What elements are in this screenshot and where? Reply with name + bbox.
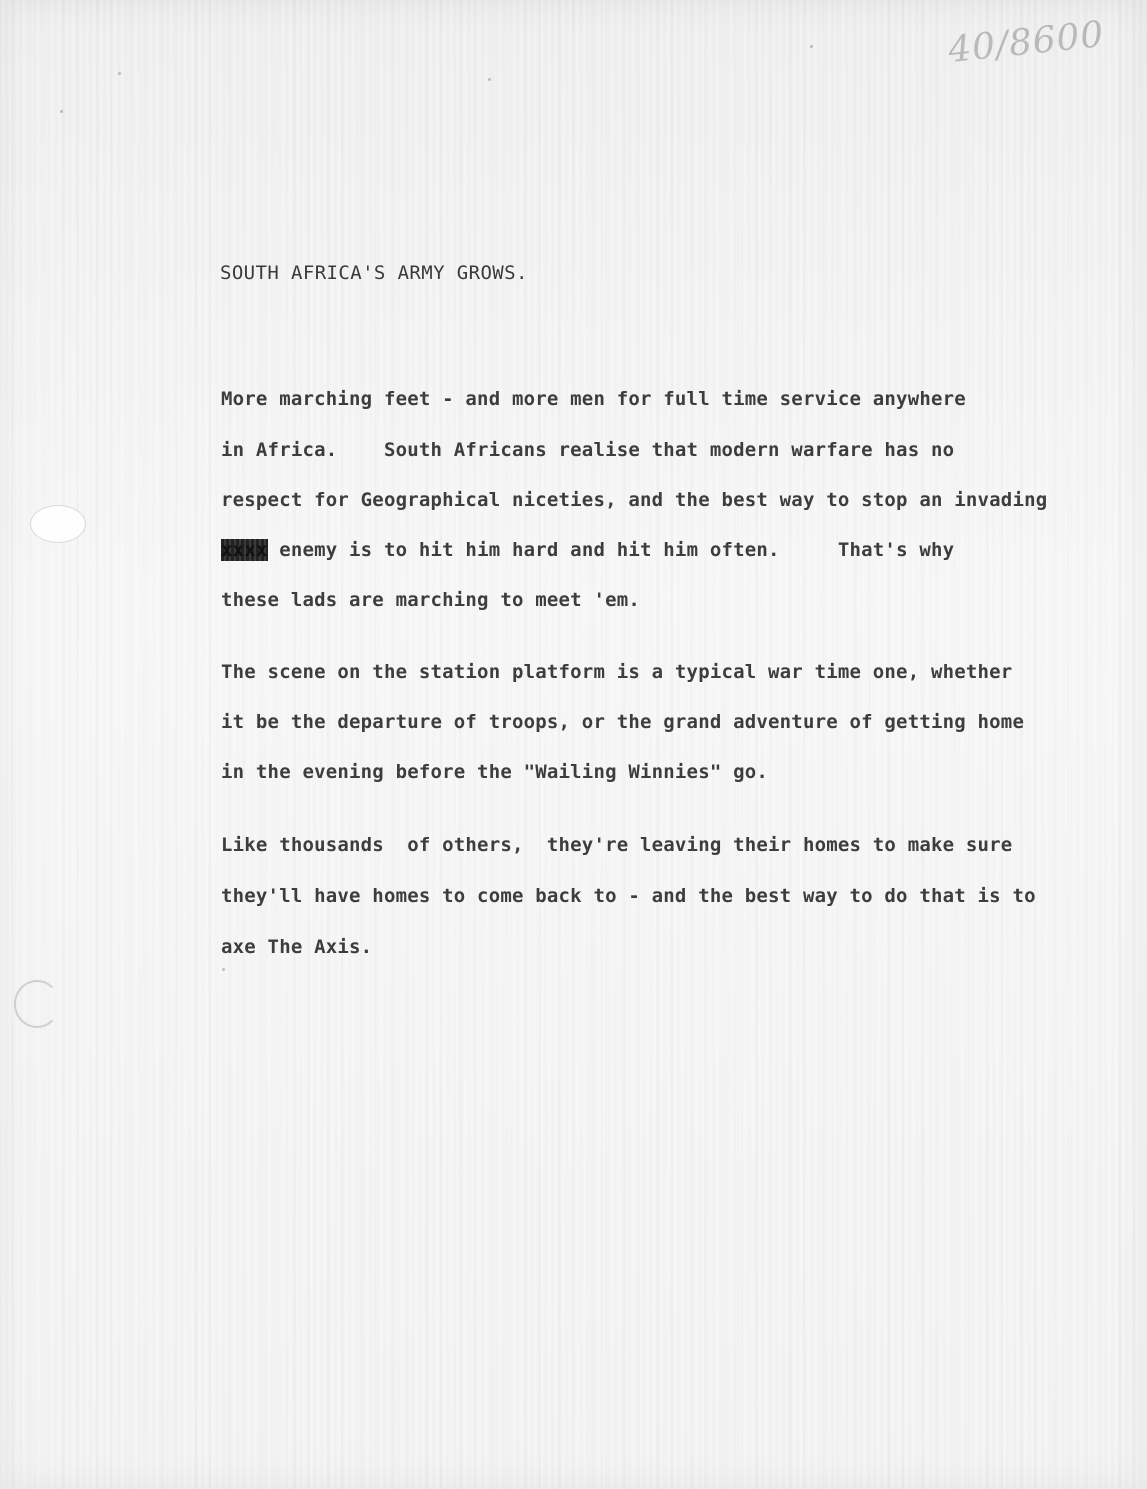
paper-speck bbox=[118, 72, 121, 75]
paragraph-2-line-3: in the evening before the "Wailing Winnies" go. bbox=[221, 761, 769, 783]
paragraph-1-line-4 bbox=[221, 539, 954, 561]
paragraph-2-line-2: it be the departure of troops, or the grand adventure of getting home bbox=[221, 711, 1025, 733]
paragraph-1-line-2: in Africa. South Africans realise that modern warfare has no bbox=[221, 439, 955, 461]
paragraph-3-line-1: Like thousands of others, they're leaving their homes to make sure bbox=[221, 834, 1013, 856]
paragraph-1-line-4-text: enemy is to hit him hard and hit him often. That's why bbox=[279, 539, 955, 561]
paragraph-3-line-2: they'll have homes to come back to - and the best way to do that is to bbox=[221, 885, 1036, 907]
paper-speck bbox=[488, 78, 491, 81]
paragraph-1-line-5: these lads are marching to meet 'em. bbox=[221, 589, 641, 611]
paper-speck bbox=[60, 110, 63, 113]
strikeout-typing: xxxx bbox=[221, 539, 268, 561]
paragraph-2-line-1: The scene on the station platform is a typical war time one, whether bbox=[221, 661, 1013, 683]
paragraph-3-line-3: axe The Axis. bbox=[221, 936, 373, 958]
paper-speck bbox=[222, 968, 225, 971]
paragraph-1-line-1: More marching feet - and more men for full time service anywhere bbox=[221, 388, 966, 410]
archive-number-stamp: 40/8600 bbox=[946, 13, 1107, 72]
paper-speck bbox=[810, 45, 813, 48]
punch-hole-bottom bbox=[14, 980, 60, 1028]
punch-hole-top bbox=[30, 505, 86, 543]
paragraph-1-line-3: respect for Geographical niceties, and the best way to stop an invading bbox=[221, 489, 1048, 511]
document-title: SOUTH AFRICA'S ARMY GROWS. bbox=[220, 262, 528, 284]
